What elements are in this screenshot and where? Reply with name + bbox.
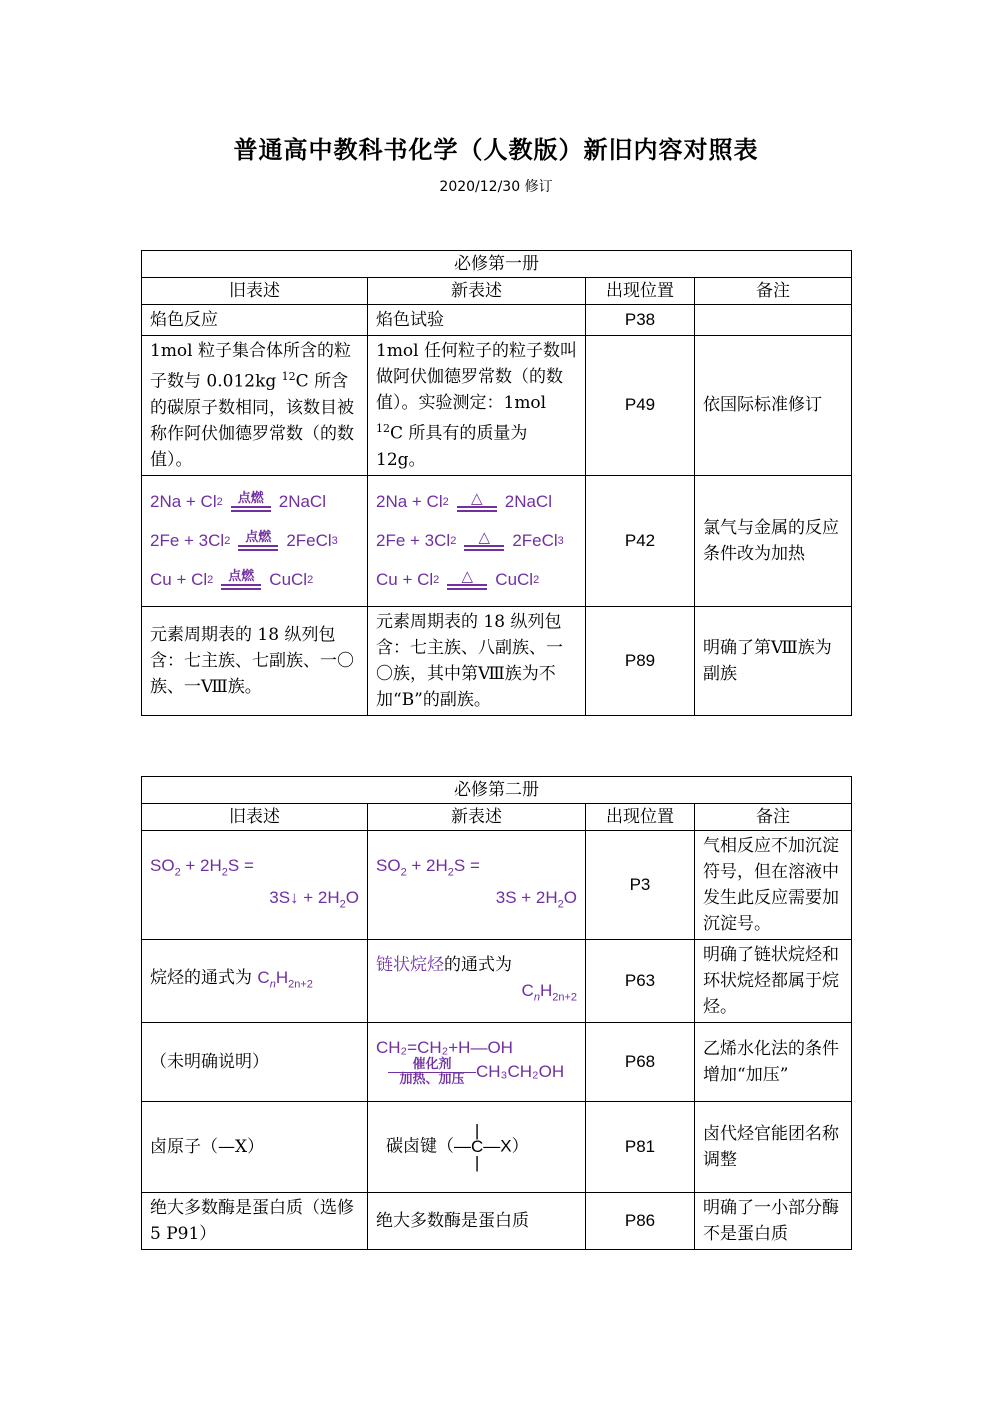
table-row — [142, 940, 852, 1023]
note: 明确了链状烷烃和环状烷烃都属于烷烃。 — [695, 940, 852, 1023]
revision-date: 2020/12/30 修订 — [439, 179, 553, 195]
header-old: 旧表述 — [142, 278, 368, 305]
note: 明确了第Ⅷ族为副族 — [695, 606, 852, 715]
new-text: 碳卤键（— | C | —X） — [368, 1102, 586, 1193]
position: P49 — [586, 336, 695, 476]
note: 明确了一小部分酶不是蛋白质 — [695, 1193, 852, 1250]
header-pos: 出现位置 — [586, 804, 695, 831]
old-text: 元素周期表的 18 纵列包含：七主族、七副族、一〇族、一Ⅷ族。 — [142, 606, 368, 715]
position: P81 — [586, 1102, 695, 1193]
note: 氯气与金属的反应条件改为加热 — [695, 475, 852, 606]
table-book2 — [141, 776, 852, 1250]
equation: 2Na + Cl 2 △ 2NaCl — [376, 489, 552, 511]
header-new: 新表述 — [368, 804, 586, 831]
header-old: 旧表述 — [142, 804, 368, 831]
position: P42 — [586, 475, 695, 606]
old-text: （未明确说明） — [142, 1023, 368, 1102]
new-text: 元素周期表的 18 纵列包含：七主族、八副族、一〇族，其中第Ⅷ族为不加“B”的副族。 — [368, 606, 586, 715]
position: P68 — [586, 1023, 695, 1102]
header-note: 备注 — [695, 278, 852, 305]
equation: 2Fe + 3Cl 2 点燃 2FeCl 3 — [150, 529, 338, 550]
page-title: 普通高中教科书化学（人教版）新旧内容对照表 — [233, 136, 759, 164]
header-note: 备注 — [695, 804, 852, 831]
new-equation: CH₂=CH₂+H—OH 催化剂 加热、加压 CH₃CH₂OH — [368, 1023, 586, 1102]
old-equation: $SO_2 + 2H_2S$ = 3S↓ + $2H_2O$ — [142, 831, 368, 940]
position: P63 — [586, 940, 695, 1023]
table-row — [142, 831, 852, 940]
equation: 2Fe + 3Cl 2 △ 2FeCl 3 — [376, 528, 564, 550]
table-row — [142, 1193, 852, 1250]
table-row — [142, 475, 852, 606]
old-text: 烷烃的通式为 $C_nH_{2n+2}$ — [142, 940, 368, 1023]
note — [695, 305, 852, 336]
note: 卤代烃官能团名称调整 — [695, 1102, 852, 1193]
new-equations — [368, 475, 586, 606]
note: 乙烯水化法的条件增加“加压” — [695, 1023, 852, 1102]
new-text: 焰色试验 — [368, 305, 586, 336]
old-equations — [142, 475, 368, 606]
position: P38 — [586, 305, 695, 336]
header-new: 新表述 — [368, 278, 586, 305]
new-text: 绝大多数酶是蛋白质 — [368, 1193, 586, 1250]
note: 气相反应不加沉淀符号，但在溶液中发生此反应需要加沉淀号。 — [695, 831, 852, 940]
position: P89 — [586, 606, 695, 715]
new-text: 链状烷烃的通式为 $C_nH_{2n+2}$ — [368, 940, 586, 1023]
old-text: 1mol 粒子集合体所含的粒子数与 0.012kg $^{12}$C 所含的碳原子数相同，该数目被称作阿伏伽德罗常数（的数值）。 — [142, 336, 368, 476]
equation: Cu + Cl 2 △ CuCl 2 — [376, 567, 540, 589]
section-title: 必修第一册 — [142, 251, 852, 278]
new-text: 1mol 任何粒子的粒子数叫做阿伏伽德罗常数（的数值）。实验测定：1mol $^{12}$C 所具有的质量为 12g。 — [368, 336, 586, 476]
equation: 2Na + Cl 2 点燃 2NaCl — [150, 490, 326, 511]
old-text: 卤原子（—X） — [142, 1102, 368, 1193]
table-row — [142, 1023, 852, 1102]
position: P86 — [586, 1193, 695, 1250]
note: 依国际标准修订 — [695, 336, 852, 476]
table-row — [142, 336, 852, 476]
new-equation: $SO_2 + 2H_2S$ = $3S + 2H_2O$ — [368, 831, 586, 940]
old-text: 绝大多数酶是蛋白质（选修 5 P91） — [142, 1193, 368, 1250]
header-pos: 出现位置 — [586, 278, 695, 305]
table-book1 — [141, 250, 852, 716]
position: P3 — [586, 831, 695, 940]
equation: Cu + Cl 2 点燃 CuCl 2 — [150, 568, 314, 589]
section-title: 必修第二册 — [142, 777, 852, 804]
table-row — [142, 305, 852, 336]
old-text: 焰色反应 — [142, 305, 368, 336]
table-row — [142, 1102, 852, 1193]
table-row — [142, 606, 852, 715]
